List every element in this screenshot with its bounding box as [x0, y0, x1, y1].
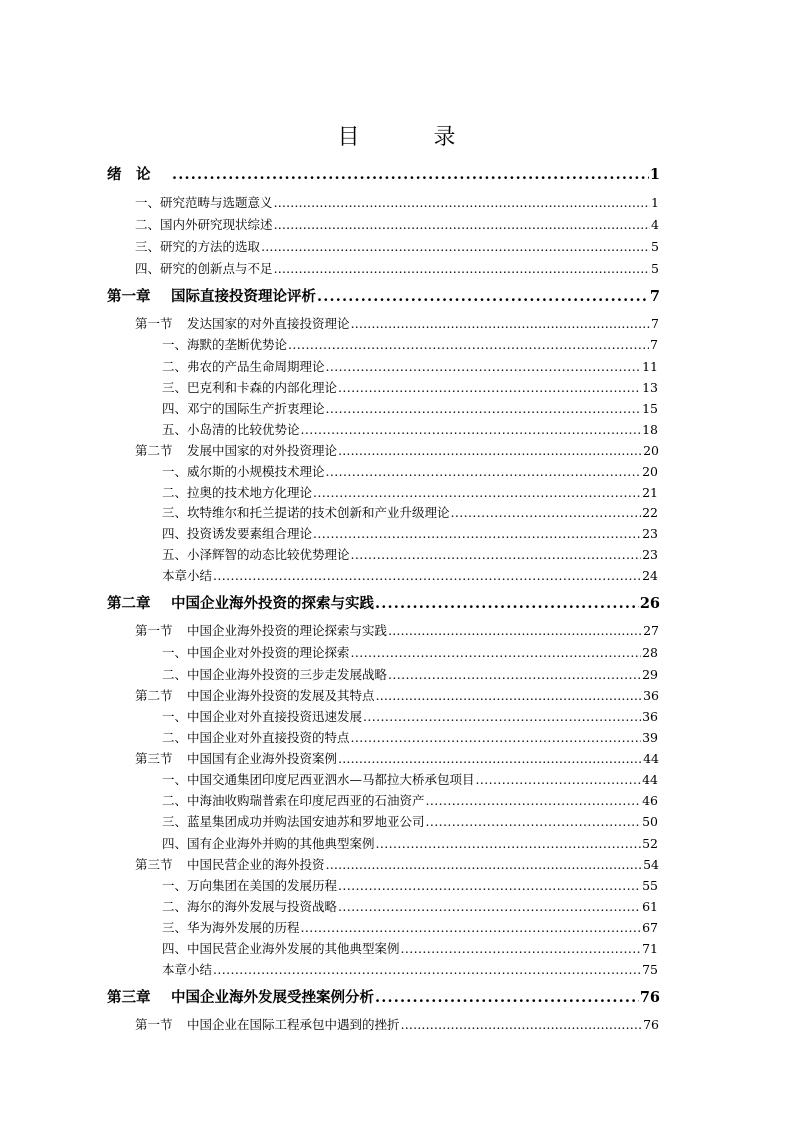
- toc-entry[interactable]: [162, 524, 658, 542]
- toc-entry-label: [162, 524, 312, 542]
- toc-entry-text: 三、研究的方法的选取: [135, 239, 261, 254]
- toc-entry-label: [162, 665, 387, 683]
- toc-entry-page-number: 23: [642, 547, 658, 562]
- toc-entry[interactable]: [135, 621, 659, 639]
- toc-entry-text: 本章小结: [162, 962, 213, 977]
- toc-entry-label: [107, 285, 316, 306]
- toc-entry-number: 第一节: [135, 1017, 173, 1032]
- toc-entry-page-number: 71: [642, 941, 658, 956]
- toc-entry[interactable]: [162, 357, 658, 375]
- toc-entry[interactable]: [162, 707, 658, 725]
- toc-entry-label: [162, 399, 325, 417]
- toc-entry-page-number: 39: [642, 730, 658, 745]
- dot-leader: [326, 401, 642, 416]
- toc-entry-text: 二、中海油收购瑞普索在印度尼西亚的石油资产: [162, 793, 425, 808]
- toc-entry-page-number: 11: [642, 359, 658, 374]
- toc-entry[interactable]: [162, 770, 658, 788]
- toc-entry[interactable]: [135, 855, 659, 873]
- toc-entry-page-number: 50: [642, 814, 658, 829]
- toc-entry-number: 第三节: [135, 857, 173, 872]
- toc-entry-text: 一、海默的垄断优势论: [162, 337, 288, 352]
- toc-entry-label: [162, 357, 325, 375]
- dot-leader: [301, 422, 642, 437]
- toc-entry-page-number: 27: [643, 623, 659, 638]
- toc-entry[interactable]: [135, 314, 659, 332]
- toc-entry[interactable]: [135, 1015, 659, 1033]
- toc-entry[interactable]: [162, 939, 658, 957]
- toc-entry-page-number: 44: [642, 772, 658, 787]
- dot-leader: [426, 793, 642, 808]
- toc-entry-page-number: 67: [642, 920, 658, 935]
- toc-entry-page-number: 21: [642, 485, 658, 500]
- toc-entry-label: [135, 314, 350, 332]
- dot-leader: [401, 1017, 643, 1032]
- toc-entry-label: [162, 812, 425, 830]
- toc-entry[interactable]: [162, 876, 658, 894]
- toc-entry[interactable]: [162, 960, 658, 978]
- toc-entry-text: 二、拉奥的技术地方化理论: [162, 485, 313, 500]
- toc-entry[interactable]: [162, 643, 658, 661]
- dot-leader: [338, 878, 641, 893]
- dot-leader: [376, 688, 643, 703]
- toc-entry-text: 发达国家的对外直接投资理论: [187, 316, 350, 331]
- toc-entry-text: 二、国内外研究现状综述: [135, 217, 273, 232]
- toc-entry-label: [135, 237, 260, 255]
- toc-entry-text: 一、中国交通集团印度尼西亚泗水—马都拉大桥承包项目: [162, 772, 475, 787]
- dot-leader: [426, 814, 642, 829]
- toc-entry-number: 第二节: [135, 443, 173, 458]
- toc-entry-text: 二、中国企业对外直接投资的特点: [162, 730, 350, 745]
- dot-leader: [274, 217, 651, 232]
- toc-entry[interactable]: [135, 441, 659, 459]
- toc-entry-text: 三、华为海外发展的历程: [162, 920, 300, 935]
- dot-leader: [375, 989, 639, 1006]
- toc-entry-text: 中国国有企业海外投资案例: [187, 751, 338, 766]
- toc-entry-text: 五、小岛清的比较优势论: [162, 422, 300, 437]
- dot-leader: [401, 941, 642, 956]
- dot-leader: [326, 857, 643, 872]
- dot-leader: [351, 730, 642, 745]
- toc-entry[interactable]: [135, 215, 659, 233]
- dot-leader: [338, 380, 641, 395]
- dot-leader: [388, 623, 642, 638]
- toc-entry-label: [162, 707, 362, 725]
- toc-entry-text: 中国企业海外发展受挫案例分析: [171, 989, 374, 1006]
- toc-entry-text: 四、研究的创新点与不足: [135, 261, 273, 276]
- toc-entry-page-number: 15: [642, 401, 658, 416]
- toc-entry-text: 二、海尔的海外发展与投资战略: [162, 899, 338, 914]
- toc-entry[interactable]: [162, 665, 658, 683]
- toc-entry-text: 二、中国企业海外投资的三步走发展战略: [162, 667, 388, 682]
- toc-entry-label: [162, 643, 350, 661]
- toc-entry-number: 第三章: [107, 989, 151, 1006]
- dot-leader: [338, 443, 642, 458]
- dot-leader: [351, 316, 651, 331]
- toc-entry[interactable]: [162, 834, 658, 852]
- toc-entry-number: 第三节: [135, 751, 173, 766]
- toc-entry-label: [162, 728, 350, 746]
- toc-entry-page-number: 36: [643, 688, 659, 703]
- toc-entry-page-number: 20: [643, 443, 659, 458]
- toc-entry-text: 三、蓝星集团成功并购法国安迪苏和罗地亚公司: [162, 814, 425, 829]
- dot-leader: [288, 337, 649, 352]
- dot-leader: [351, 645, 642, 660]
- toc-entry-label: [135, 193, 273, 211]
- toc-entry-label: [162, 483, 312, 501]
- dot-leader: [213, 962, 641, 977]
- toc-entry-text: 一、中国企业对外投资的理论探索: [162, 645, 350, 660]
- toc-entry-number: 绪 论: [107, 166, 151, 183]
- toc-entry-label: [135, 686, 375, 704]
- toc-entry-text: 发展中国家的对外投资理论: [187, 443, 338, 458]
- toc-entry-text: 四、投资诱发要素组合理论: [162, 526, 313, 541]
- toc-entry-page-number: 5: [651, 261, 659, 276]
- dot-leader: [172, 166, 649, 183]
- toc-entry-label: [162, 503, 450, 521]
- toc-entry-text: 中国企业海外投资的探索与实践: [171, 595, 374, 612]
- toc-entry-label: [162, 939, 400, 957]
- toc-entry-label: [162, 335, 287, 353]
- toc-entry-number: 第二节: [135, 688, 173, 703]
- toc-entry[interactable]: [162, 728, 658, 746]
- toc-entry-text: 三、巴克利和卡森的内部化理论: [162, 380, 338, 395]
- toc-entry-text: 中国企业海外投资的发展及其特点: [187, 688, 375, 703]
- toc-entry-number: 第二章: [107, 595, 151, 612]
- dot-leader: [313, 485, 641, 500]
- toc-entry-label: [162, 897, 337, 915]
- toc-entry-page-number: 36: [642, 709, 658, 724]
- toc-entry-label: [162, 378, 337, 396]
- toc-entry-page-number: 76: [639, 989, 660, 1006]
- toc-entry-text: 五、小泽辉智的动态比较优势理论: [162, 547, 350, 562]
- toc-entry-label: [162, 770, 475, 788]
- toc-entry-page-number: 13: [642, 380, 658, 395]
- toc-entry[interactable]: [162, 483, 658, 501]
- toc-entry-label: [162, 918, 300, 936]
- toc-entry-text: 一、研究范畴与选题意义: [135, 195, 273, 210]
- toc-entry-page-number: 1: [649, 166, 660, 183]
- page-title: 目 录: [337, 125, 482, 150]
- toc-entry-page-number: 22: [642, 505, 658, 520]
- toc-entry-label: [107, 163, 171, 184]
- dot-leader: [274, 195, 651, 210]
- toc-entry-page-number: 55: [642, 878, 658, 893]
- toc-entry-label: [135, 855, 325, 873]
- dot-leader: [363, 709, 641, 724]
- toc-entry-label: [107, 986, 374, 1007]
- toc-entry[interactable]: [135, 749, 659, 767]
- toc-entry-text: 一、中国企业对外直接投资迅速发展: [162, 709, 363, 724]
- toc-entry[interactable]: [107, 285, 660, 306]
- toc-entry-label: [162, 462, 325, 480]
- toc-entry[interactable]: [162, 420, 658, 438]
- toc-entry-label: [107, 592, 374, 613]
- toc-entry-page-number: 23: [642, 526, 658, 541]
- toc-entry-number: 第一节: [135, 316, 173, 331]
- toc-entry-page-number: 26: [639, 595, 660, 612]
- toc-entry[interactable]: [135, 259, 659, 277]
- toc-entry-page-number: 61: [642, 899, 658, 914]
- toc-entry-page-number: 54: [643, 857, 659, 872]
- toc-entry-page-number: 44: [643, 751, 659, 766]
- toc-entry-label: [162, 834, 375, 852]
- toc-entry-page-number: 4: [651, 217, 659, 232]
- toc-entry[interactable]: [107, 986, 660, 1007]
- toc-entry[interactable]: [162, 812, 658, 830]
- toc-entry-text: 国际直接投资理论评析: [171, 288, 316, 305]
- toc-entry-text: 一、万向集团在美国的发展历程: [162, 878, 338, 893]
- dot-leader: [476, 772, 642, 787]
- toc-entry-page-number: 7: [650, 337, 658, 352]
- dot-leader: [388, 667, 641, 682]
- toc-entry[interactable]: [135, 237, 659, 255]
- toc-entry-page-number: 20: [642, 464, 658, 479]
- toc-entry-text: 本章小结: [162, 568, 213, 583]
- toc-entry[interactable]: [162, 918, 658, 936]
- toc-entry-label: [162, 876, 337, 894]
- toc-entry-text: 四、中国民营企业海外发展的其他典型案例: [162, 941, 400, 956]
- toc-entry[interactable]: [107, 592, 660, 613]
- toc-entry-page-number: 75: [642, 962, 658, 977]
- toc-entry-text: 一、威尔斯的小规模技术理论: [162, 464, 325, 479]
- toc-entry[interactable]: [162, 897, 658, 915]
- toc-entry-page-number: 18: [642, 422, 658, 437]
- dot-leader: [213, 568, 641, 583]
- toc-entry-page-number: 24: [642, 568, 658, 583]
- toc-entry-label: [162, 960, 212, 978]
- toc-entry-number: 第一章: [107, 288, 151, 305]
- toc-entry-page-number: 52: [642, 836, 658, 851]
- toc-entry-label: [135, 441, 337, 459]
- dot-leader: [351, 547, 642, 562]
- dot-leader: [338, 751, 642, 766]
- toc-entry-text: 四、邓宁的国际生产折衷理论: [162, 401, 325, 416]
- toc-entry-text: 中国企业在国际工程承包中遇到的挫折: [187, 1017, 400, 1032]
- toc-entry-text: 二、弗农的产品生命周期理论: [162, 359, 325, 374]
- toc-entry-label: [135, 621, 387, 639]
- toc-entry-page-number: 29: [642, 667, 658, 682]
- dot-leader: [317, 288, 649, 305]
- dot-leader: [338, 899, 641, 914]
- toc-entry[interactable]: [162, 791, 658, 809]
- toc-entry[interactable]: [135, 193, 659, 211]
- toc-entry[interactable]: [162, 462, 658, 480]
- dot-leader: [301, 920, 642, 935]
- toc-entry-text: 中国民营企业的海外投资: [187, 857, 325, 872]
- toc-entry[interactable]: [162, 566, 658, 584]
- toc-entry-page-number: 5: [651, 239, 659, 254]
- toc-entry-number: 第一节: [135, 623, 173, 638]
- toc-entry-page-number: 7: [649, 288, 660, 305]
- toc-entry-text: 四、国有企业海外并购的其他典型案例: [162, 836, 375, 851]
- toc-entry-label: [162, 566, 212, 584]
- dot-leader: [261, 239, 650, 254]
- toc-entry-label: [135, 215, 273, 233]
- toc-entry-label: [162, 420, 300, 438]
- dot-leader: [326, 359, 642, 374]
- toc-entry-label: [135, 1015, 400, 1033]
- toc-entry-page-number: 76: [643, 1017, 659, 1032]
- toc-entry-label: [162, 545, 350, 563]
- toc-entry[interactable]: [162, 335, 658, 353]
- toc-entry-label: [162, 791, 425, 809]
- toc-entry[interactable]: [135, 686, 659, 704]
- dot-leader: [375, 595, 639, 612]
- toc-entry[interactable]: [162, 399, 658, 417]
- dot-leader: [274, 261, 651, 276]
- toc-entry[interactable]: [162, 545, 658, 563]
- dot-leader: [313, 526, 641, 541]
- toc-entry-text: 三、坎特维尔和托兰提诺的技术创新和产业升级理论: [162, 505, 450, 520]
- toc-entry-label: [135, 749, 337, 767]
- toc-entry-text: 中国企业海外投资的理论探索与实践: [187, 623, 388, 638]
- toc-entry-page-number: 46: [642, 793, 658, 808]
- toc-entry[interactable]: [107, 163, 660, 184]
- dot-leader: [376, 836, 642, 851]
- dot-leader: [326, 464, 642, 479]
- toc-entry-label: [135, 259, 273, 277]
- dot-leader: [451, 505, 642, 520]
- toc-entry[interactable]: [162, 503, 658, 521]
- toc-entry-page-number: 28: [642, 645, 658, 660]
- toc-entry-page-number: 1: [651, 195, 659, 210]
- toc-entry[interactable]: [162, 378, 658, 396]
- toc-entry-page-number: 7: [651, 316, 659, 331]
